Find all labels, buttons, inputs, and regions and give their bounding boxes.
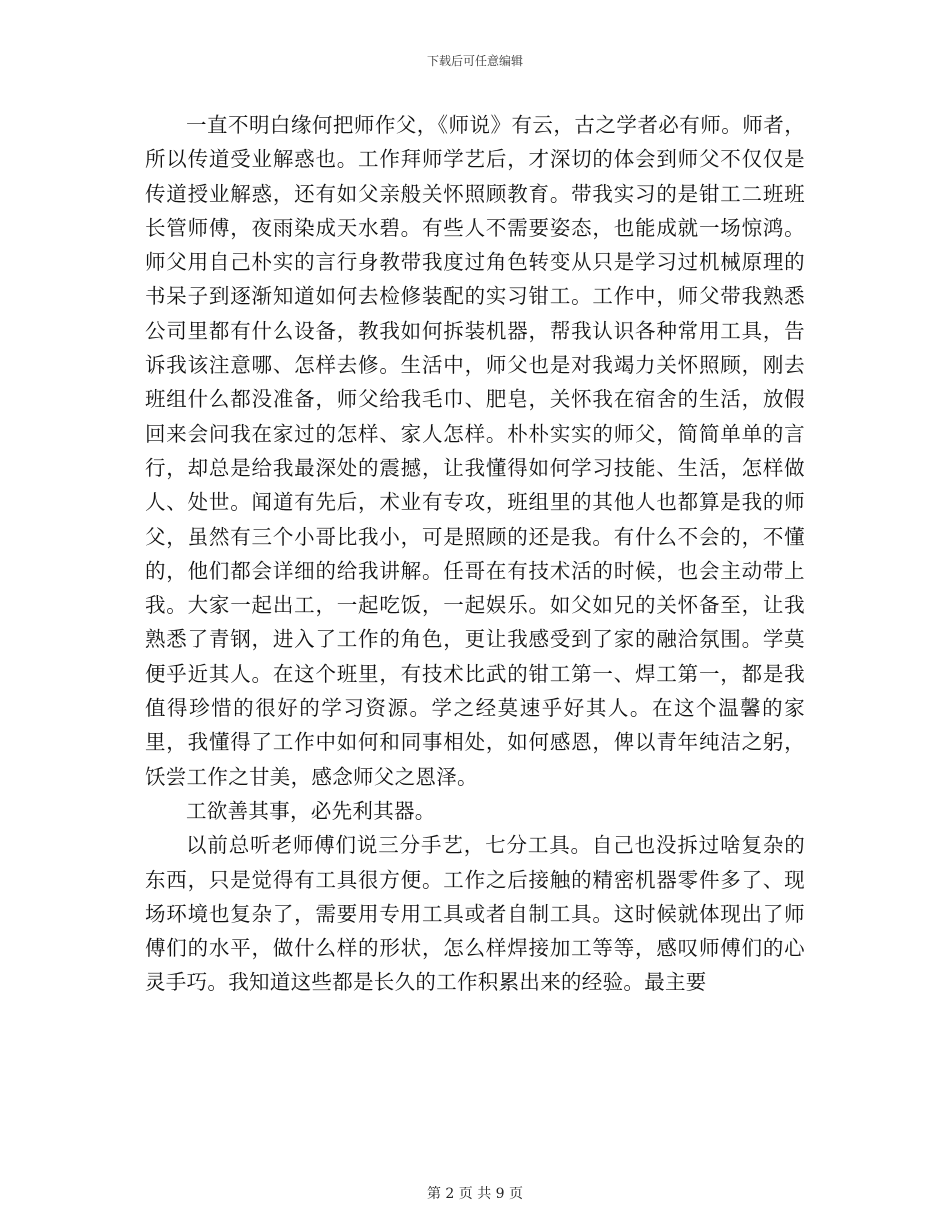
document-body bbox=[145, 108, 805, 1000]
page-header bbox=[0, 52, 950, 69]
paragraph-3: 以前总听老师傅们说三分手艺，七分工具。自己也没拆过啥复杂的东西，只是觉得有工具很方便。工作之后接触的精密机器零件多了、现场环境也复杂了，需要用专用工具或者自制工具。这时候就体现出了师傅们的水平，做什么样的形状，怎么样焊接加工等等，感叹师傅们的心灵手巧。我知道这些都是长久的工作积累出来的经验。最主要 bbox=[145, 833, 805, 995]
page-number: 第 2 页 共 9 页 bbox=[426, 1186, 524, 1202]
page-footer bbox=[0, 1183, 950, 1203]
paragraph-2: 工欲善其事，必先利其器。 bbox=[186, 798, 436, 823]
paragraph-1: 一直不明白缘何把师作父，《师说》有云，古之学者必有师。师者，所以传道受业解惑也。工作拜师学艺后，才深切的体会到师父不仅仅是传道授业解惑，还有如父亲般关怀照顾教育。带我实习的是钳工二班班长管师傅，夜雨染成天水碧。有些人不需要姿态，也能成就一场惊鸿。师父用自己朴实的言行身教带我度过角色转变从只是学习过机械原理的书呆子到逐渐知道如何去检修装配的实习钳工。工作中，师父带我熟悉公司里都有什么设备，教我如何拆装机器，帮我认识各种常用工具，告诉我该注意哪、怎样去修。生活中，师父也是对我竭力关怀照顾，刚去班组什么都没准备，师父给我毛巾、肥皂，关怀我在宿舍的生活，放假回来会问我在家过的怎样、家人怎样。朴朴实实的师父，简简单单的言行，却总是给我最深处的震撼，让我懂得如何学习技能、生活，怎样做人、处世。闻道有先后，术业有专攻，班组里的其他人也都算是我的师父，虽然有三个小哥比我小，可是照顾的还是我。有什么不会的，不懂的，他们都会详细的给我讲解。任哥在有技术活的时候，也会主动带上我。大家一起出工，一起吃饭，一起娱乐。如父如兄的关怀备至，让我熟悉了青钢，进入了工作的角色，更让我感受到了家的融洽氛围。学莫便乎近其人。在这个班里，有技术比武的钳工第一、焊工第一，都是我值得珍惜的很好的学习资源。学之经莫速乎好其人。在这个温馨的家里，我懂得了工作中如何和同事相处，如何感恩，俾以青年纯洁之躬，饫尝工作之甘美，感念师父之恩泽。 bbox=[145, 113, 805, 789]
header-note: 下载后可任意编辑 bbox=[426, 54, 523, 68]
